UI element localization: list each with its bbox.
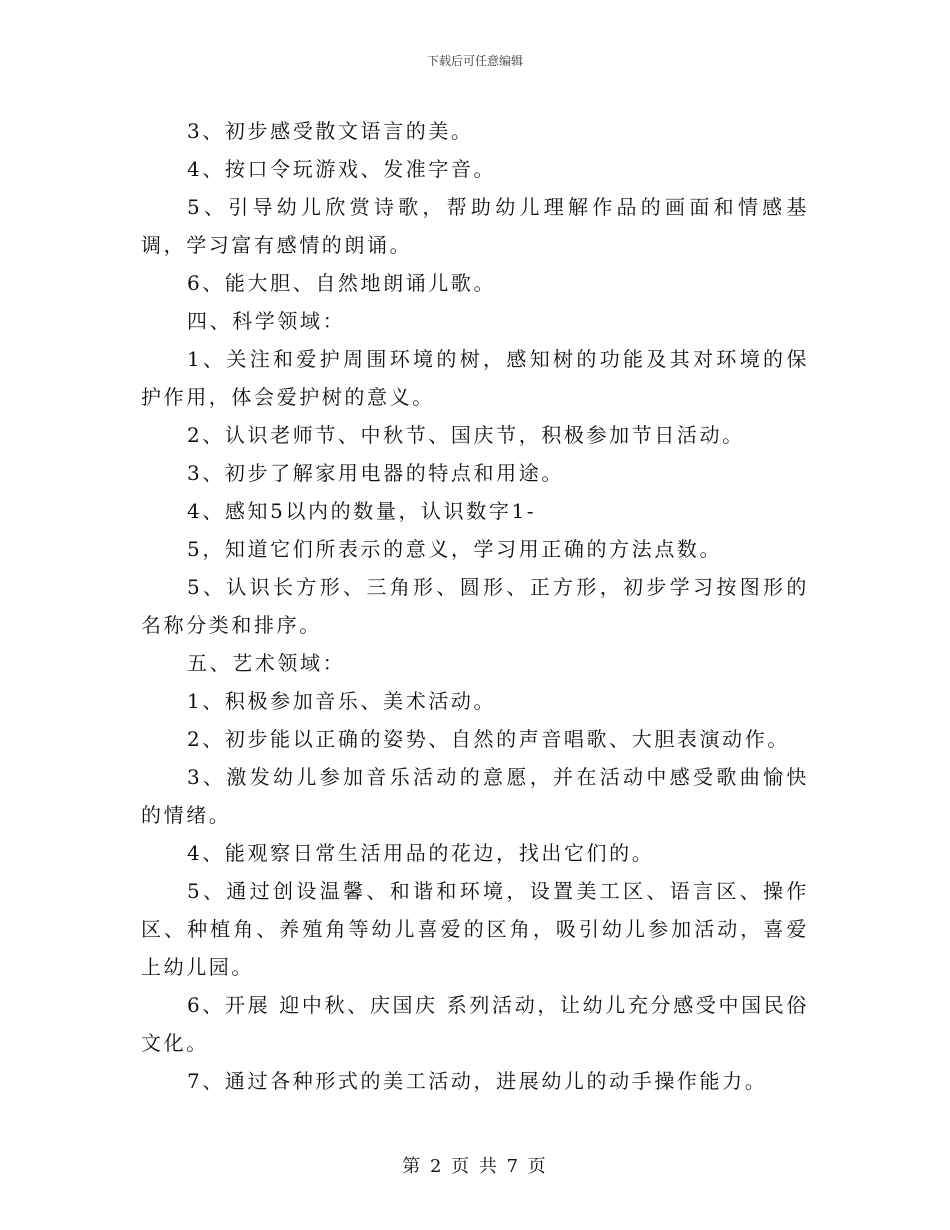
- paragraph: 3、激发幼儿参加音乐活动的意愿，并在活动中感受歌曲愉快的情绪。: [141, 765, 809, 827]
- paragraph: 4、感知5以内的数量，认识数字1-: [187, 499, 537, 523]
- paragraph: 1、关注和爱护周围环境的树，感知树的功能及其对环境的保护作用，体会爱护树的意义。: [141, 347, 809, 409]
- paragraph: 1、积极参加音乐、美术活动。: [187, 689, 497, 713]
- paragraph: 6、开展 迎中秋、庆国庆 系列活动，让幼儿充分感受中国民俗文化。: [141, 993, 809, 1055]
- paragraph: 6、能大胆、自然地朗诵儿歌。: [187, 271, 497, 295]
- section-heading: 四、科学领域：: [187, 309, 346, 333]
- paragraph: 5、通过创设温馨、和谐和环境，设置美工区、语言区、操作区、种植角、养殖角等幼儿喜爱的区角，吸引幼儿参加活动，喜爱上幼儿园。: [141, 879, 809, 979]
- paragraph: 4、按口令玩游戏、发准字音。: [187, 157, 497, 181]
- document-body: [141, 112, 809, 1100]
- paragraph: 3、初步感受散文语言的美。: [187, 119, 474, 143]
- paragraph: 2、认识老师节、中秋节、国庆节，积极参加节日活动。: [187, 423, 745, 447]
- paragraph: 5、认识长方形、三角形、圆形、正方形，初步学习按图形的名称分类和排序。: [141, 575, 809, 637]
- paragraph: 5、引导幼儿欣赏诗歌，帮助幼儿理解作品的画面和情感基调，学习富有感情的朗诵。: [141, 195, 809, 257]
- section-heading: 五、艺术领域：: [187, 651, 346, 675]
- paragraph: 2、初步能以正确的姿势、自然的声音唱歌、大胆表演动作。: [187, 727, 790, 751]
- paragraph: 3、初步了解家用电器的特点和用途。: [187, 461, 564, 485]
- paragraph: 4、能观察日常生活用品的花边，找出它们的。: [187, 841, 655, 865]
- paragraph: 5，知道它们所表示的意义，学习用正确的方法点数。: [187, 537, 723, 561]
- paragraph: 7、通过各种形式的美工活动，进展幼儿的动手操作能力。: [187, 1069, 768, 1093]
- page-header: 下载后可任意编辑: [426, 54, 523, 68]
- page-footer: 第 2 页 共 7 页: [402, 1156, 548, 1177]
